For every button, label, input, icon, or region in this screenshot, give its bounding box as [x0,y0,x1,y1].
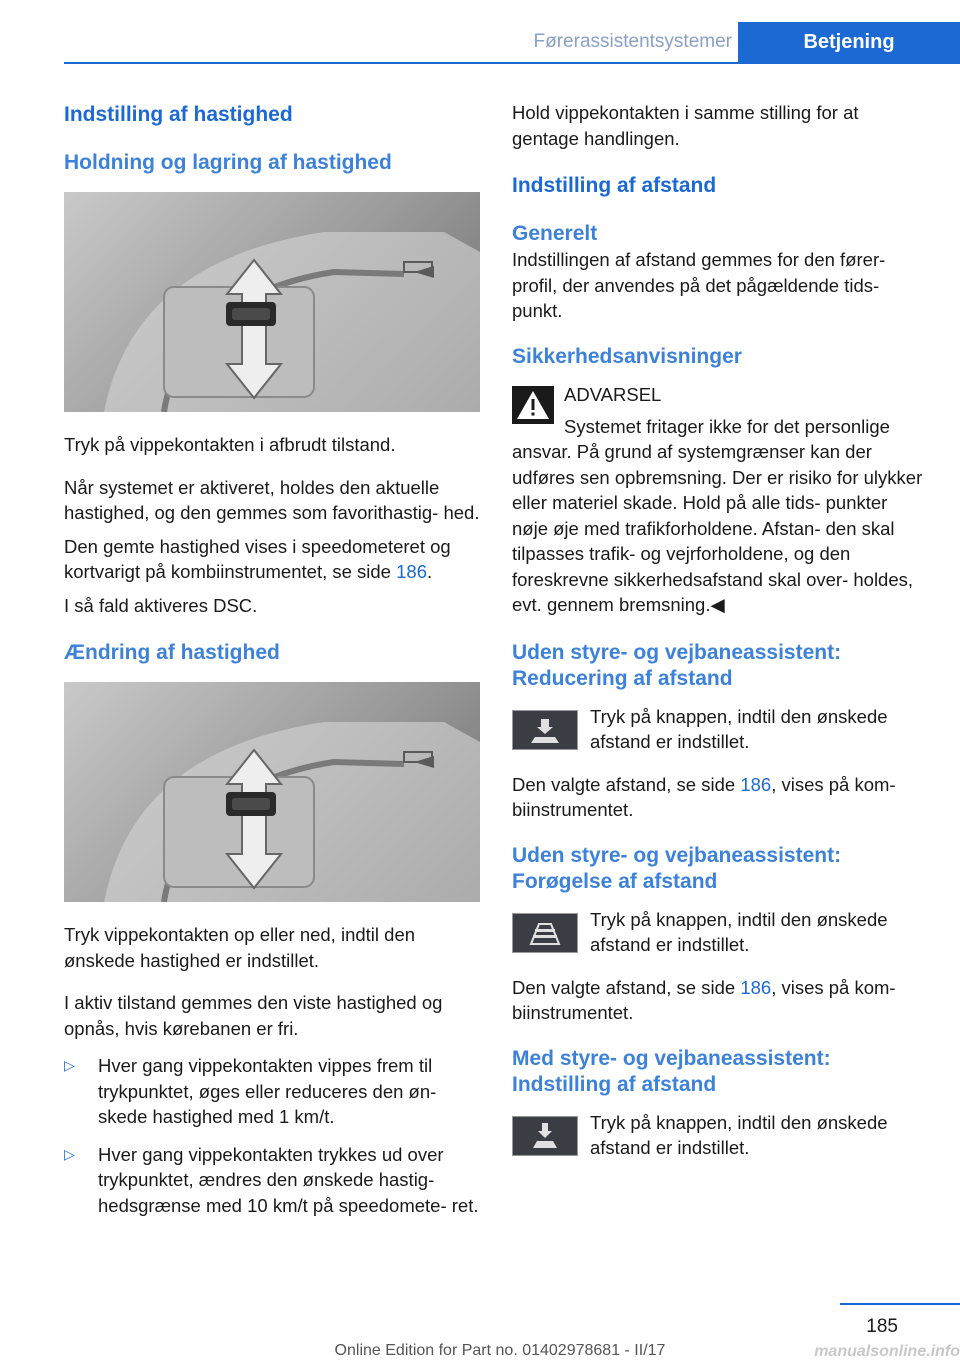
increase-press-text: Tryk på knappen, indtil den ønskede afstand er indstillet. [590,908,888,955]
page-link-186[interactable]: 186 [740,976,772,998]
paragraph-increase-shown [512,975,924,1026]
warning-title: ADVARSEL [564,383,662,405]
bullet-text: Hver gang vippekontakten vippes frem til trykpunktet, øges eller reduceres den øn‐ skede hastighed med 1 km/t. [98,1055,437,1127]
paragraph-press-rocker: Tryk på vippekontakten i afbrudt tilstand. [64,434,396,455]
rocker-switch-illustration-2 [64,682,480,902]
stored-speed-end: . [427,561,433,582]
warning-block [512,382,924,618]
paragraph-active-state: I aktiv tilstand gemmes den viste hastighed og opnås, hvis kørebanen er fri. [64,992,443,1039]
rocker-switch-illustration [64,192,480,412]
warning-text: Systemet fritager ikke for det personlige ansvar. På grund af systemgrænser kan der udføres sen opbremsning. Der er risiko for ulykker eller materiel skade. Hold på alle tids‐ punkter nøje øje med trafikforholdene. Afstan‐ den skal tilpasses trafik- og vejrforholdene, og den foreskrevne sikkerhedsafstand skal over‐ holdes, evt. gennem bremsning.◀ [512,415,923,615]
paragraph-stored-speed [64,534,480,585]
header-chapter-tab: Betjening [738,22,960,62]
heading-reduce-distance: Uden styre- og vejbaneassistent: Reducering af afstand [512,640,842,690]
paragraph-press-up-down: Tryk vippekontakten op eller ned, indtil den ønskede hastighed er indstillet. [64,924,416,971]
shown-text: Den valgte afstand, se side [512,976,741,998]
heading-general: Generelt [512,222,598,245]
watermark: manualsonline.info [814,1343,960,1360]
steering-wheel-photo [64,192,480,412]
paragraph-speed-held: Når systemet er aktiveret, holdes den aktuelle hastighed, og den gemmes som favorithastig‐ hed. [64,476,480,523]
bullet-triangle-icon: ▷ [64,1145,75,1162]
assistant-button-row [512,1110,924,1161]
shown-text-end: , vises på kom‐ biinstrumentet. [512,773,896,820]
list-item [64,1053,480,1130]
shown-text: Den valgte afstand, se side [512,773,741,795]
assistant-press-text: Tryk på knappen, indtil den ønskede afstand er indstillet. [590,1111,888,1158]
heading-change-speed: Ændring af hastighed [64,641,280,664]
page-link-186[interactable]: 186 [396,561,427,582]
bullet-text: Hver gang vippekontakten trykkes ud over trykpunktet, ændres den ønskede hastig‐ hedsgrænse med 10 km/t på speedomete‐ ret. [98,1143,479,1216]
page-link-186[interactable]: 186 [740,773,772,795]
paragraph-reduce-shown [512,772,924,823]
reduce-press-text: Tryk på knappen, indtil den ønskede afstand er indstillet. [590,705,888,752]
distance-increase-icon [512,913,578,953]
heading-with-assistant: Med styre- og vejbaneassistent: Indstilling af afstand [512,1046,831,1096]
paragraph-general: Indstillingen af afstand gemmes for den fører‐ profil, der anvendes på det pågældende tids‐ punkt. [512,249,886,321]
distance-reduce-icon [512,710,578,750]
edition-text: Online Edition for Part no. 01402978681 - II/17 [334,1342,666,1359]
steering-wheel-photo-2 [64,682,480,902]
footer-rule [840,1303,960,1305]
left-column [64,100,480,1218]
heading-increase-distance: Uden styre- og vejbaneassistent: Forøgelse af afstand [512,843,842,893]
right-column [512,100,924,1161]
warning-triangle-icon [512,386,554,424]
reduce-button-row [512,704,924,755]
increase-button-row [512,907,924,958]
heading-safety: Sikkerhedsanvisninger [512,344,742,368]
stored-speed-text: Den gemte hastighed vises i speedometeret og kortvarigt på kombiinstrumentet, se side [64,535,451,582]
list-item [64,1142,480,1219]
paragraph-repeat: Hold vippekontakten i samme stilling for at gentage handlingen. [512,102,859,149]
shown-text-end: , vises på kom‐ biinstrumentet. [512,976,896,1023]
heading-hold-speed: Holdning og lagring af hastighed [64,151,392,174]
distance-setting-icon [512,1116,578,1156]
bullet-triangle-icon: ▷ [64,1057,75,1073]
heading-distance-setting: Indstilling af afstand [512,174,717,197]
header-rule [64,62,960,64]
heading-speed-setting: Indstilling af hastighed [64,103,293,126]
page-number: 185 [866,1316,898,1337]
header-section-title: Førerassistentsystemer [533,31,732,52]
paragraph-dsc: I så fald aktiveres DSC. [64,594,258,616]
